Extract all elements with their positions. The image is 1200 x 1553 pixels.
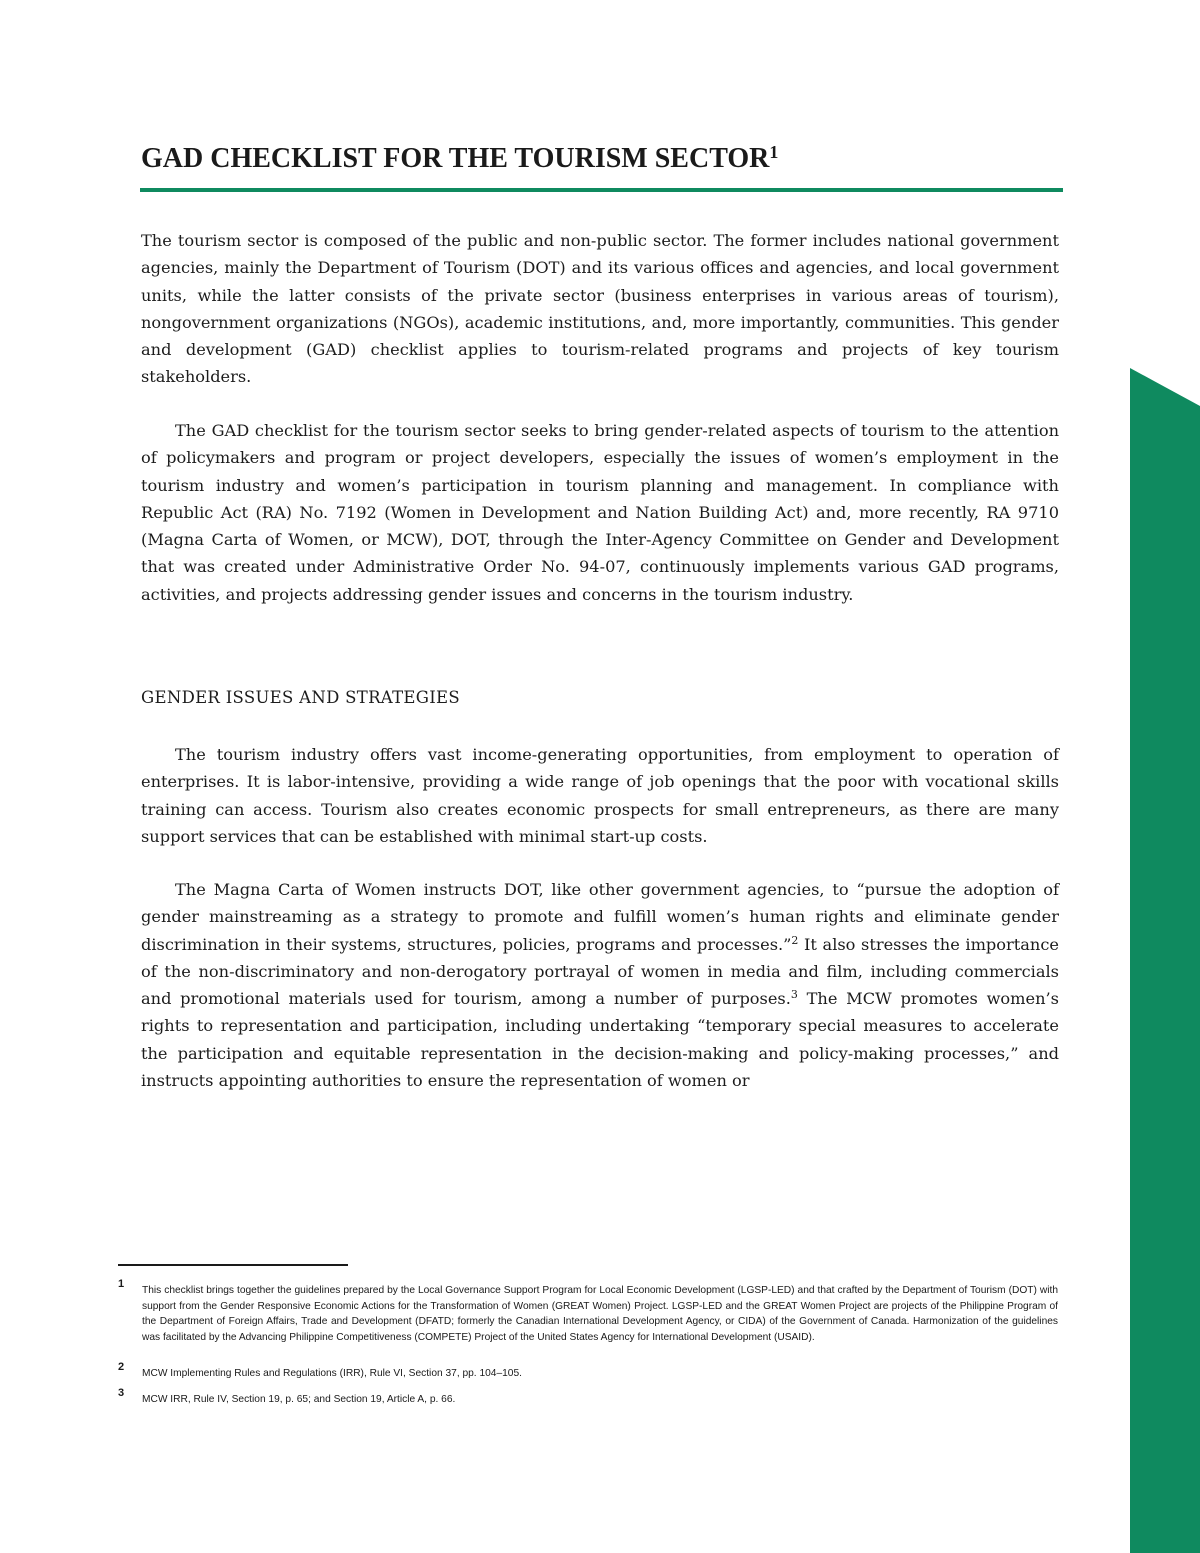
page-title-text: GAD CHECKLIST FOR THE TOURISM SECTOR	[141, 143, 770, 174]
intro-paragraph-2: The GAD checklist for the tourism sector seeks to bring gender-related aspects of tourism to the attention of policymakers and program or project developers, especially the issues of women’s employment in the tourism industry and women’s participation in tourism planning and management. In compliance with Republic Act (RA) No. 7192 (Women in Development and Nation Building Act) and, more recently, RA 9710 (Magna Carta of Women, or MCW), DOT, through the Inter-Agency Committee on Gender and Development that was created under Administrative Order No. 94-07, continuously implements various GAD programs, activities, and projects addressing gender issues and concerns in the tourism industry.	[141, 421, 1059, 604]
footnote-1	[118, 1278, 1058, 1345]
footnote-ref-2[interactable]: 2	[791, 933, 799, 947]
footnote-3-number: 3	[118, 1387, 125, 1399]
footnote-2-text: MCW Implementing Rules and Regulations (IRR), Rule VI, Section 37, pp. 104–105.	[142, 1368, 522, 1379]
side-tab-decoration	[1130, 368, 1200, 1553]
footnote-3-text: MCW IRR, Rule IV, Section 19, p. 65; and Section 19, Article A, p. 66.	[142, 1394, 456, 1405]
section-heading: GENDER ISSUES AND STRATEGIES	[141, 688, 461, 707]
footnote-2	[118, 1361, 1058, 1382]
footnote-rule	[118, 1264, 348, 1266]
title-rule	[140, 188, 1063, 192]
section-paragraph-2-part-c: The MCW promotes women’s rights to representation and participation, including undertaking “temporary special measures to accelerate the participation and equitable representation in the decision-making and policy-making processes,” and instructs appointing authorities to ensure the representation of women or	[141, 989, 1059, 1091]
footnote-1-number: 1	[118, 1278, 125, 1290]
page-title	[141, 142, 778, 175]
section-paragraph-2-part-a: The Magna Carta of Women instructs DOT, like other government agencies, to “pursue the adoption of gender mainstreaming as a strategy to promote and fulfill women’s human rights and eliminate gender discrimination in their systems, structures, policies, programs and processes.”	[141, 880, 1059, 954]
footnote-ref-3[interactable]: 3	[790, 988, 798, 1002]
footnote-2-number: 2	[118, 1361, 125, 1373]
title-footnote-ref[interactable]: 1	[769, 142, 779, 162]
intro-paragraph-1: The tourism sector is composed of the public and non-public sector. The former includes national government agencies, mainly the Department of Tourism (DOT) and its various offices and agencies, and local government units, while the latter consists of the private sector (business enterprises in various areas of tourism), nongovernment organizations (NGOs), academic institutions, and, more importantly, communities. This gender and development (GAD) checklist applies to tourism-related programs and projects of key tourism stakeholders.	[141, 231, 1059, 387]
section-paragraph-2-part-b: It also stresses the importance of the non-discriminatory and non-derogatory portrayal of women in media and film, including commercials and promotional materials used for tourism, among a number of purposes.	[141, 934, 1059, 1009]
footnote-1-text: This checklist brings together the guidelines prepared by the Local Governance Support Program for Local Economic Development (LGSP-LED) and that crafted by the Department of Tourism (DOT) with support from the Gender Responsive Economic Actions for the Transformation of Women (GREAT Women) Project. LGSP-LED and the GREAT Women Project are projects of the Philippine Program of the Department of Foreign Affairs, Trade and Development (DFATD; formerly the Canadian International Development Agency, or CIDA) of the Government of Canada. Harmonization of the guidelines was facilitated by the Advancing Philippine Competitiveness (COMPETE) Project of the United States Agency for International Development (USAID).	[142, 1285, 1058, 1343]
section-paragraph-1: The tourism industry offers vast income-generating opportunities, from employment to operation of enterprises. It is labor-intensive, providing a wide range of job openings that the poor with vocational skills training can access. Tourism also creates economic prospects for small entrepreneurs, as there are many support services that can be established with minimal start-up costs.	[141, 745, 1059, 846]
footnote-3	[118, 1387, 1058, 1408]
section-paragraph-2	[141, 876, 1059, 1094]
